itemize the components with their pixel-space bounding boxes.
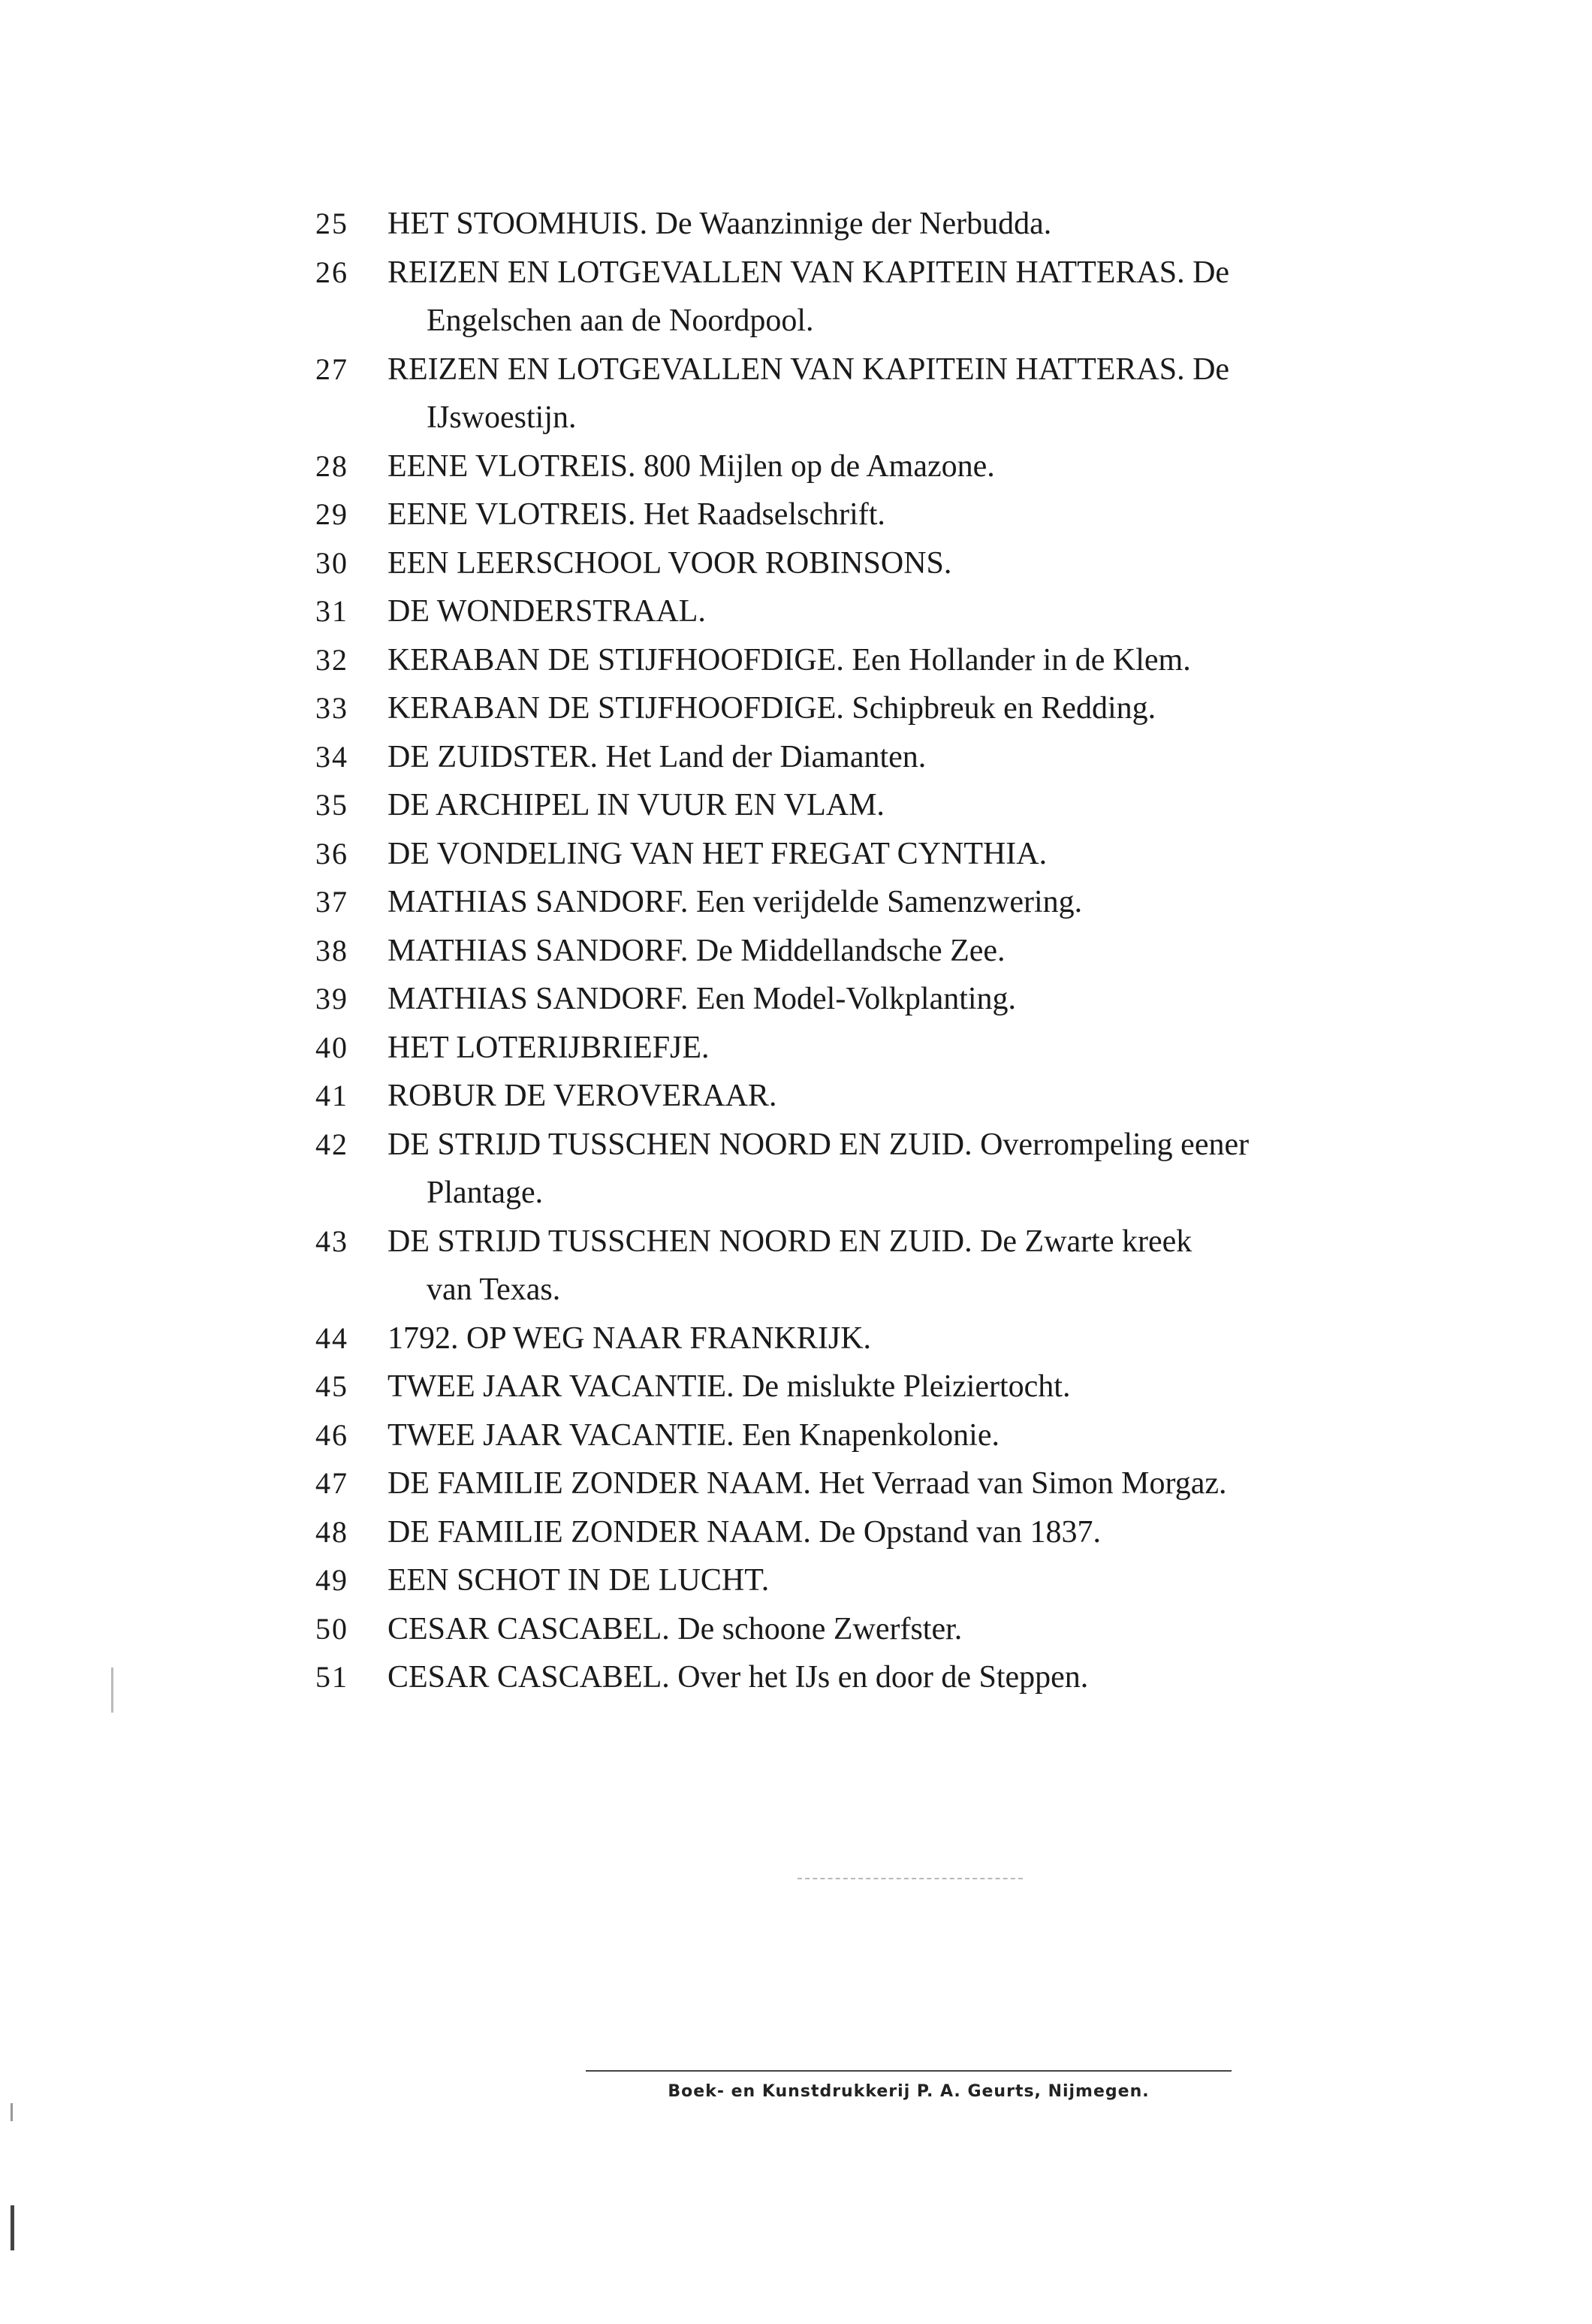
entry-line: REIZEN EN LOTGEVALLEN VAN KAPITEIN HATTERAS. De — [387, 352, 1230, 387]
list-item — [315, 781, 1494, 830]
entry-text — [387, 878, 1494, 927]
entry-text — [387, 1459, 1494, 1508]
entry-number: 48 — [315, 1514, 348, 1549]
entry-number: 33 — [315, 691, 348, 725]
entry-number: 37 — [315, 885, 348, 919]
entry-text — [387, 442, 1494, 491]
entry-text — [387, 1314, 1494, 1363]
entry-number: 42 — [315, 1127, 348, 1161]
list-item — [315, 490, 1494, 539]
scan-artifact — [11, 2103, 13, 2121]
list-item — [315, 1411, 1494, 1460]
entry-text — [387, 200, 1494, 249]
entry-text — [387, 1072, 1494, 1121]
entry-text — [387, 781, 1494, 830]
list-item — [315, 1121, 1494, 1218]
entry-text — [387, 1508, 1494, 1557]
entry-number: 50 — [315, 1611, 348, 1646]
section-divider — [798, 1878, 1023, 1879]
list-item — [315, 442, 1494, 491]
entry-text — [387, 830, 1494, 879]
entry-text — [387, 1024, 1494, 1073]
entry-text — [387, 1605, 1494, 1654]
entry-continuation: van Texas. — [427, 1272, 561, 1307]
list-item — [315, 346, 1494, 442]
list-item — [315, 733, 1494, 782]
entry-text — [387, 636, 1494, 685]
entry-number: 40 — [315, 1030, 348, 1064]
entry-text — [387, 249, 1494, 346]
entry-text — [387, 1121, 1494, 1218]
entry-number: 25 — [315, 207, 348, 240]
list-item — [315, 1314, 1494, 1363]
list-item — [315, 927, 1494, 976]
entry-number: 32 — [315, 642, 348, 677]
entry-number: 41 — [315, 1079, 348, 1112]
entry-text — [387, 1653, 1494, 1702]
entry-line: HET STOOMHUIS. De Waanzinnige der Nerbudda. — [387, 207, 1052, 241]
entry-continuation: IJswoestijn. — [427, 400, 577, 435]
entry-continuation: Plantage. — [427, 1176, 544, 1210]
list-item — [315, 636, 1494, 685]
list-item — [315, 975, 1494, 1024]
entry-line: EEN SCHOT IN DE LUCHT. — [387, 1563, 770, 1598]
list-item — [315, 1363, 1494, 1411]
list-item — [315, 878, 1494, 927]
entry-line: MATHIAS SANDORF. Een verijdelde Samenzwering. — [387, 885, 1083, 919]
entry-line: TWEE JAAR VACANTIE. Een Knapenkolonie. — [387, 1417, 1000, 1453]
entry-line: DE FAMILIE ZONDER NAAM. Het Verraad van Simon Morgaz. — [387, 1466, 1227, 1501]
entry-line: EENE VLOTREIS. Het Raadselschrift. — [387, 497, 885, 532]
list-item — [315, 1508, 1494, 1557]
entry-text — [387, 733, 1494, 782]
entry-number: 28 — [315, 448, 348, 483]
entry-number: 49 — [315, 1563, 348, 1597]
entry-line: KERABAN DE STIJFHOOFDIGE. Schipbreuk en Redding. — [387, 691, 1156, 726]
entry-number: 29 — [315, 497, 348, 531]
entry-line: EEN LEERSCHOOL VOOR ROBINSONS. — [387, 545, 952, 581]
entry-line: DE STRIJD TUSSCHEN NOORD EN ZUID. Overrompeling eener — [387, 1127, 1250, 1162]
entry-continuation: Engelschen aan de Noordpool. — [427, 303, 814, 338]
entry-number: 34 — [315, 739, 348, 774]
entry-text — [387, 539, 1494, 588]
list-item — [315, 200, 1494, 249]
entry-text — [387, 927, 1494, 976]
entry-text — [387, 1411, 1494, 1460]
entry-text — [387, 1363, 1494, 1411]
entry-number: 26 — [315, 255, 348, 289]
entry-line: MATHIAS SANDORF. Een Model-Volkplanting. — [387, 982, 1017, 1016]
entry-line: REIZEN EN LOTGEVALLEN VAN KAPITEIN HATTERAS. De — [387, 255, 1230, 290]
entry-number: 43 — [315, 1224, 348, 1258]
entry-line: CESAR CASCABEL. Over het IJs en door de Steppen. — [387, 1660, 1089, 1695]
list-item — [315, 1218, 1494, 1314]
list-item — [315, 684, 1494, 733]
list-item — [315, 1556, 1494, 1605]
entry-line: DE ZUIDSTER. Het Land der Diamanten. — [387, 739, 927, 774]
entry-number: 44 — [315, 1320, 348, 1355]
list-item — [315, 587, 1494, 636]
list-item — [315, 1605, 1494, 1654]
entry-number: 51 — [315, 1660, 348, 1694]
scan-artifact — [11, 2205, 14, 2250]
printer-imprint: Boek- en Kunstdrukkerij P. A. Geurts, Nijmegen. — [668, 2082, 1150, 2101]
entry-line: DE FAMILIE ZONDER NAAM. De Opstand van 1837. — [387, 1514, 1101, 1550]
entry-line: MATHIAS SANDORF. De Middellandsche Zee. — [387, 933, 1006, 968]
entry-line: HET LOTERIJBRIEFJE. — [387, 1030, 710, 1065]
entry-line: ROBUR DE VEROVERAAR. — [387, 1079, 777, 1113]
entry-line: 1792. OP WEG NAAR FRANKRIJK. — [387, 1320, 872, 1356]
entry-text — [387, 346, 1494, 442]
entry-text — [387, 1218, 1494, 1314]
entry-number: 39 — [315, 982, 348, 1016]
list-item — [315, 1653, 1494, 1702]
entry-line: DE ARCHIPEL IN VUUR EN VLAM. — [387, 788, 885, 822]
list-item — [315, 830, 1494, 879]
entry-line: TWEE JAAR VACANTIE. De mislukte Pleiziertocht. — [387, 1369, 1071, 1404]
entry-text — [387, 1556, 1494, 1605]
entry-text — [387, 490, 1494, 539]
entry-number: 30 — [315, 545, 348, 580]
title-list — [315, 200, 1494, 1702]
footer-rule — [586, 2070, 1232, 2072]
list-item — [315, 1072, 1494, 1121]
entry-line: DE WONDERSTRAAL. — [387, 594, 706, 629]
entry-number: 35 — [315, 788, 348, 822]
entry-line: CESAR CASCABEL. De schoone Zwerfster. — [387, 1611, 963, 1646]
list-item — [315, 249, 1494, 346]
list-item — [315, 1024, 1494, 1073]
entry-line: EENE VLOTREIS. 800 Mijlen op de Amazone. — [387, 448, 995, 484]
entry-text — [387, 975, 1494, 1024]
entry-number: 31 — [315, 594, 348, 628]
entry-line: KERABAN DE STIJFHOOFDIGE. Een Hollander in de Klem. — [387, 642, 1191, 678]
entry-number: 47 — [315, 1466, 348, 1500]
scan-artifact — [111, 1668, 113, 1713]
list-item — [315, 1459, 1494, 1508]
entry-text — [387, 587, 1494, 636]
entry-number: 45 — [315, 1369, 348, 1403]
entry-line: DE VONDELING VAN HET FREGAT CYNTHIA. — [387, 836, 1048, 871]
entry-number: 36 — [315, 836, 348, 871]
entry-number: 38 — [315, 933, 348, 967]
entry-number: 27 — [315, 352, 348, 386]
entry-number: 46 — [315, 1417, 348, 1452]
entry-text — [387, 684, 1494, 733]
list-item — [315, 539, 1494, 588]
entry-line: DE STRIJD TUSSCHEN NOORD EN ZUID. De Zwarte kreek — [387, 1224, 1192, 1259]
